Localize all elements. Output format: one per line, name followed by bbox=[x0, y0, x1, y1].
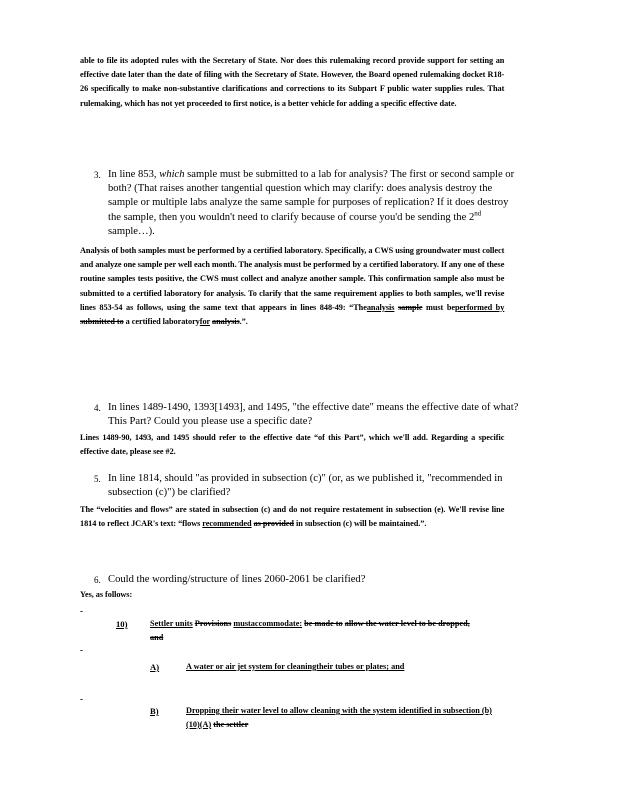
item-a-label: A) bbox=[150, 662, 160, 672]
deleted-text: the settler bbox=[213, 719, 249, 729]
question-5-number: 5. bbox=[94, 474, 101, 484]
inserted-text: Settler units bbox=[150, 618, 193, 628]
response-6: Yes, as follows: bbox=[80, 589, 133, 599]
question-6-text: Could the wording/structure of lines 2060-2061 be clarified? bbox=[108, 574, 366, 585]
question-4-number: 4. bbox=[94, 403, 101, 413]
deleted-text: allow the water level to be dropped, and bbox=[150, 618, 470, 642]
response-5: The “velocities and flows” are stated in subsection (c) and do not require restatement in subsection (e). We'll revise line 1814 to reflect JCAR's text: “flows recommended as provided in subsection (c) will be maintained.”. bbox=[80, 504, 505, 529]
question-4-text: In lines 1489-1490, 1393[1493], and 1495, "the effective date" means the effective date of what? This Part? Could you please use a specific date? bbox=[108, 402, 519, 428]
deleted-text: be made to bbox=[304, 618, 343, 628]
question-3-text: In line 853, which sample must be submitted to a lab for analysis? The first or second sample or both? (That raises another tangential question which may clarify: does analysis destroy the sample or multiple labs analyze the same sample for purposes of replication? If it does destroy the sample, then you wouldn't need to clarify because of course you'd be sending the 2nd sample…). bbox=[108, 169, 515, 237]
question-6 bbox=[94, 573, 524, 588]
item-10-text bbox=[150, 616, 481, 644]
deleted-text: submitted to bbox=[80, 316, 124, 327]
inserted-text: recommended bbox=[202, 518, 252, 529]
inserted-text: mustaccommodate: bbox=[233, 618, 303, 628]
question-5-text: In line 1814, should "as provided in subsection (c)" (or, as we published it, "recommended in subsection (c)") be clarified? bbox=[108, 473, 503, 499]
deleted-text: Provisions bbox=[194, 618, 232, 628]
inserted-text: Dropping their water level to allow cleaning with the system identified in subsection (b)(10)(A) bbox=[186, 705, 492, 729]
deleted-text: as provided bbox=[253, 518, 294, 529]
question-6-number: 6. bbox=[94, 575, 101, 585]
revision-mark: - bbox=[80, 694, 83, 704]
item-10-label: 10) bbox=[116, 619, 128, 629]
inserted-text: for bbox=[199, 316, 211, 327]
question-3-number: 3. bbox=[94, 170, 101, 180]
question-4 bbox=[94, 401, 524, 429]
question-5 bbox=[94, 472, 524, 500]
question-3-emphasis: which bbox=[159, 169, 185, 180]
continuation-paragraph: able to file its adopted rules with the Secretary of State. Nor does this rulemaking record provide support for setting an effective date later than the date of filing with the Secretary of State. However, the Board opened rulemaking docket R18-26 specifically to make non-substantive clarifications and corrections to its Subpart F public water supplies rules. That rulemaking, which has not yet proceeded to first notice, is a better vehicle for adding a specific effective date. bbox=[80, 55, 505, 108]
inserted-text: analysis bbox=[366, 301, 395, 312]
revision-mark: - bbox=[80, 606, 83, 616]
response-3: Analysis of both samples must be performed by a certified laboratory. Specifically, a CWS using groundwater must collect and analyze one sample per well each month. The analysis must be performed by a certified laboratory. If any one of these routine samples tests positive, the CWS must collect and analyze another sample. This confirmation sample also must be submitted to a certified laboratory for analysis. To clarify that the same requirement applies to both samples, we'll revise lines 853-54 as follows, using the same text that appears in lines 848-49: “Theanalysis sample must beperformed by submitted to a certified laboratoryfor analysis.”. bbox=[80, 245, 505, 327]
revision-mark: - bbox=[80, 645, 83, 655]
response-4: Lines 1489-90, 1493, and 1495 should refer to the effective date “of this Part”, which we'll add. Regarding a specific effective date, please see #2. bbox=[80, 432, 505, 457]
item-b-text bbox=[186, 703, 503, 731]
item-a-text bbox=[186, 659, 491, 673]
inserted-text: A water or air jet system for cleaningtheir tubes or plates; and bbox=[186, 661, 405, 671]
deleted-text: sample bbox=[397, 301, 423, 312]
inserted-text: performed by bbox=[454, 301, 505, 312]
question-3 bbox=[94, 168, 524, 239]
deleted-text: analysis bbox=[212, 316, 240, 327]
item-b-label: B) bbox=[150, 706, 159, 716]
